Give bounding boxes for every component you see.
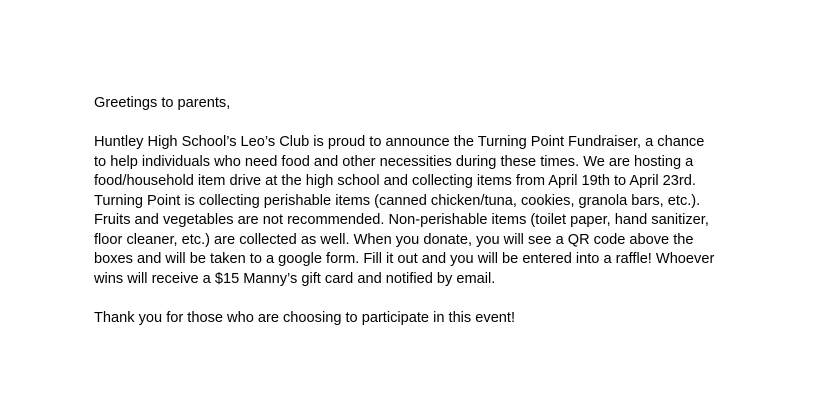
body-line: to help individuals who need food and other necessities during these times. We are hosting a: [94, 153, 694, 170]
body-line: wins will receive a $15 Manny’s gift card and notified by email.: [94, 270, 496, 287]
body-line: Fruits and vegetables are not recommended. Non-perishable items (toilet paper, hand sanitizer,: [94, 212, 709, 228]
greeting-line: Greetings to parents,: [94, 95, 231, 111]
body-line: boxes and will be taken to a google form. Fill it out and you will be entered into a raffle! Whoever: [94, 251, 715, 267]
closing-line: Thank you for those who are choosing to participate in this event!: [94, 309, 516, 326]
body-line: Huntley High School’s Leo’s Club is proud to announce the Turning Point Fundraiser, a chance: [94, 134, 705, 150]
paragraph-spacer: [94, 289, 734, 309]
body-line: Turning Point is collecting perishable items (canned chicken/tuna, cookies, granola bars, etc.).: [94, 192, 701, 209]
body-line: floor cleaner, etc.) are collected as well. When you donate, you will see a QR code above the: [94, 231, 694, 248]
document-page: [94, 94, 734, 328]
body-line: food/household item drive at the high school and collecting items from April 19th to April 23rd.: [94, 173, 696, 189]
paragraph-spacer: [94, 114, 734, 134]
body-paragraph: [94, 133, 734, 289]
